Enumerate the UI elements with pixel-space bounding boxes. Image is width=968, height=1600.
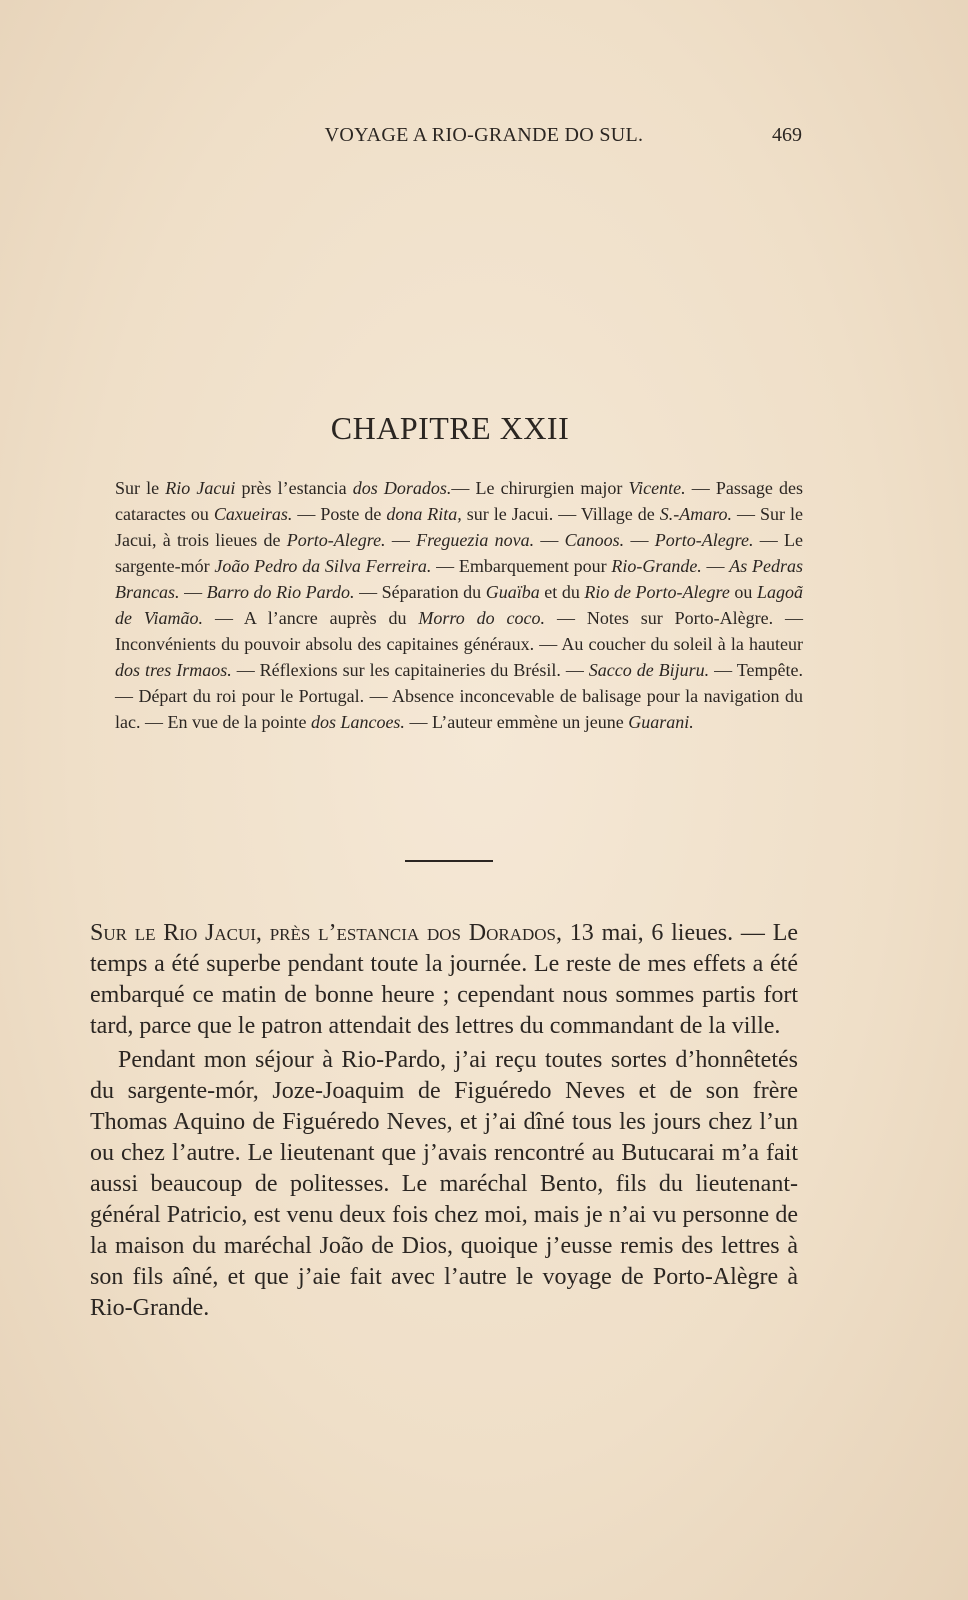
paragraph-2: Pendant mon séjour à Rio-Pardo, j’ai reçu toutes sortes d’honnêtetés du sargente-mór, Joze-Joaquim de Figuéredo Neves et de son frère Thomas Aquino de Figuéredo Neves, et j’ai dîné tous les jours chez l’un ou chez l’autre. Le lieutenant que j’avais rencontré au Butucarai m’a fait aussi beaucoup de politesses. Le maréchal Bento, fils du lieutenant-général Patricio, est venu deux fois chez moi, mais je n’ai vu personne de la maison du maréchal João de Dios, quoique j’eusse remis des lettres à son fils aîné, et que j’aie fait avec l’autre le voyage de Porto-Alègre à Rio-Grande.	[90, 1047, 798, 1321]
chapter-summary	[115, 475, 803, 735]
summary-run: — A l’ancre auprès du	[203, 608, 419, 628]
summary-italic-run: Guaïba	[485, 582, 540, 602]
page-number: 469	[772, 124, 802, 146]
summary-run: — Notes sur Porto-Alègre. — Inconvénients du pouvoir absolu des capitaines généraux. — Au coucher du soleil à la hauteur	[115, 608, 804, 654]
summary-italic-run: Porto-Alegre.	[286, 530, 386, 550]
summary-italic-run: S.-Amaro.	[659, 504, 733, 524]
summary-run: sur le Jacui. — Village de	[461, 504, 660, 524]
summary-italic-run: Rio Jacui	[165, 478, 236, 498]
summary-run: — L’auteur emmène un jeune	[404, 712, 629, 732]
summary-run: — Séparation du	[354, 582, 486, 602]
summary-run: près l’estancia	[235, 478, 353, 498]
summary-italic-run: dos Lancoes.	[310, 712, 405, 732]
summary-run: — Poste de	[292, 504, 387, 524]
summary-run: ou	[729, 582, 757, 602]
summary-italic-run: Rio-Grande.	[611, 556, 702, 576]
summary-italic-run: Sacco de Bijuru.	[588, 660, 710, 680]
summary-italic-run: Lagoã de Viamão.	[115, 582, 803, 628]
summary-run: — Embarquement pour	[431, 556, 612, 576]
summary-run: —	[534, 530, 565, 550]
summary-italic-run: As Pedras Brancas.	[115, 556, 804, 602]
body-text	[90, 918, 798, 1324]
summary-italic-run: João Pedro da Silva Ferreira.	[214, 556, 432, 576]
summary-run: —	[385, 530, 417, 550]
chapter-title: CHAPITRE XXII	[330, 410, 570, 446]
summary-italic-run: dona Rita,	[386, 504, 462, 524]
summary-italic-run: Barro do Rio Pardo.	[206, 582, 355, 602]
summary-italic-run: Freguezia nova.	[416, 530, 535, 550]
summary-italic-run: Morro do coco.	[418, 608, 546, 628]
summary-italic-run: Rio de Porto-Alegre	[584, 582, 730, 602]
summary-run: et du	[539, 582, 585, 602]
summary-italic-run: Caxueiras.	[213, 504, 293, 524]
summary-italic-run: Porto-Alegre.	[654, 530, 754, 550]
section-divider	[405, 860, 493, 862]
summary-run: — Réflexions sur les capitaineries du Brésil. —	[231, 660, 589, 680]
summary-run: — Passage des cataractes ou	[115, 478, 804, 524]
summary-italic-run: Guarani.	[628, 712, 694, 732]
paragraph-1	[90, 918, 798, 1042]
summary-run: —	[179, 582, 207, 602]
summary-run: — Tempête. — Départ du roi pour le Portugal. — Absence inconcevable de balisage pour la navigation du lac. — En vue de la pointe	[115, 660, 803, 732]
paragraph-1-text: 13 mai, 6 lieues. — Le temps a été superbe pendant toute la journée. Le reste de mes effets a été embarqué ce matin de bonne heure ; cependant nous sommes partis fort tard, parce que le patron attendait des lettres du commandant de la ville.	[90, 920, 799, 1039]
summary-run: — Sur le Jacui, à trois lieues de	[115, 504, 804, 550]
summary-run: Sur le	[115, 478, 166, 498]
summary-run: — Le chirurgien major	[451, 478, 629, 498]
summary-italic-run: Vicente.	[628, 478, 686, 498]
summary-run: —	[624, 530, 655, 550]
running-title: VOYAGE A RIO-GRANDE DO SUL.	[324, 124, 644, 146]
summary-run: — Le sargente-mór	[115, 530, 804, 576]
paragraph-lead-in: Sur le Rio Jacui, près l’estancia dos Dorados,	[90, 920, 563, 946]
summary-italic-run: dos Dorados.	[352, 478, 452, 498]
summary-run: —	[701, 556, 730, 576]
summary-italic-run: dos tres Irmaos.	[115, 660, 232, 680]
summary-italic-run: Canoos.	[564, 530, 625, 550]
